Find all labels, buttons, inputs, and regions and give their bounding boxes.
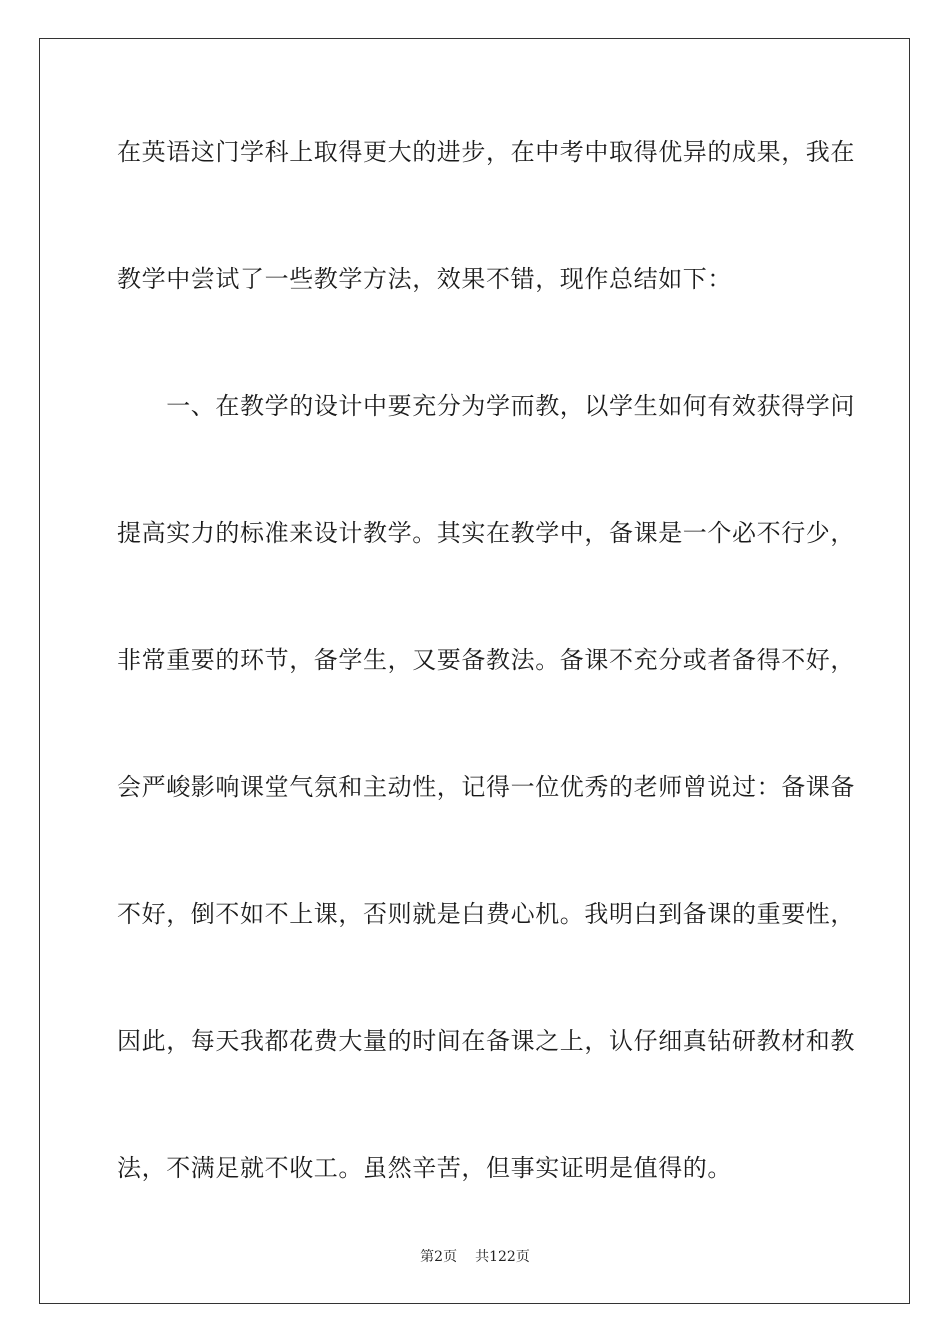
text-line: 不好，倒不如不上课，否则就是白费心机。我明白到备课的重要性， bbox=[117, 900, 855, 928]
text-line: 一、在教学的设计中要充分为学而教，以学生如何有效获得学问 bbox=[117, 392, 855, 420]
text-line: 会严峻影响课堂气氛和主动性，记得一位优秀的老师曾说过：备课备 bbox=[117, 773, 855, 801]
text-line: 教学中尝试了一些教学方法，效果不错，现作总结如下： bbox=[117, 265, 732, 293]
text-line: 非常重要的环节，备学生，又要备教法。备课不充分或者备得不好， bbox=[117, 646, 855, 674]
page-number-total: 共122页 bbox=[475, 1249, 530, 1265]
text-line: 法，不满足就不收工。虽然辛苦，但事实证明是值得的。 bbox=[117, 1154, 732, 1182]
page-footer bbox=[0, 1246, 950, 1266]
text-line: 提高实力的标准来设计教学。其实在教学中，备课是一个必不行少， bbox=[117, 519, 855, 547]
document-body bbox=[117, 126, 855, 1269]
page-number-current: 第2页 bbox=[420, 1249, 458, 1265]
text-line: 在英语这门学科上取得更大的进步，在中考中取得优异的成果，我在 bbox=[117, 138, 855, 166]
text-line: 因此，每天我都花费大量的时间在备课之上，认仔细真钻研教材和教 bbox=[117, 1027, 855, 1055]
